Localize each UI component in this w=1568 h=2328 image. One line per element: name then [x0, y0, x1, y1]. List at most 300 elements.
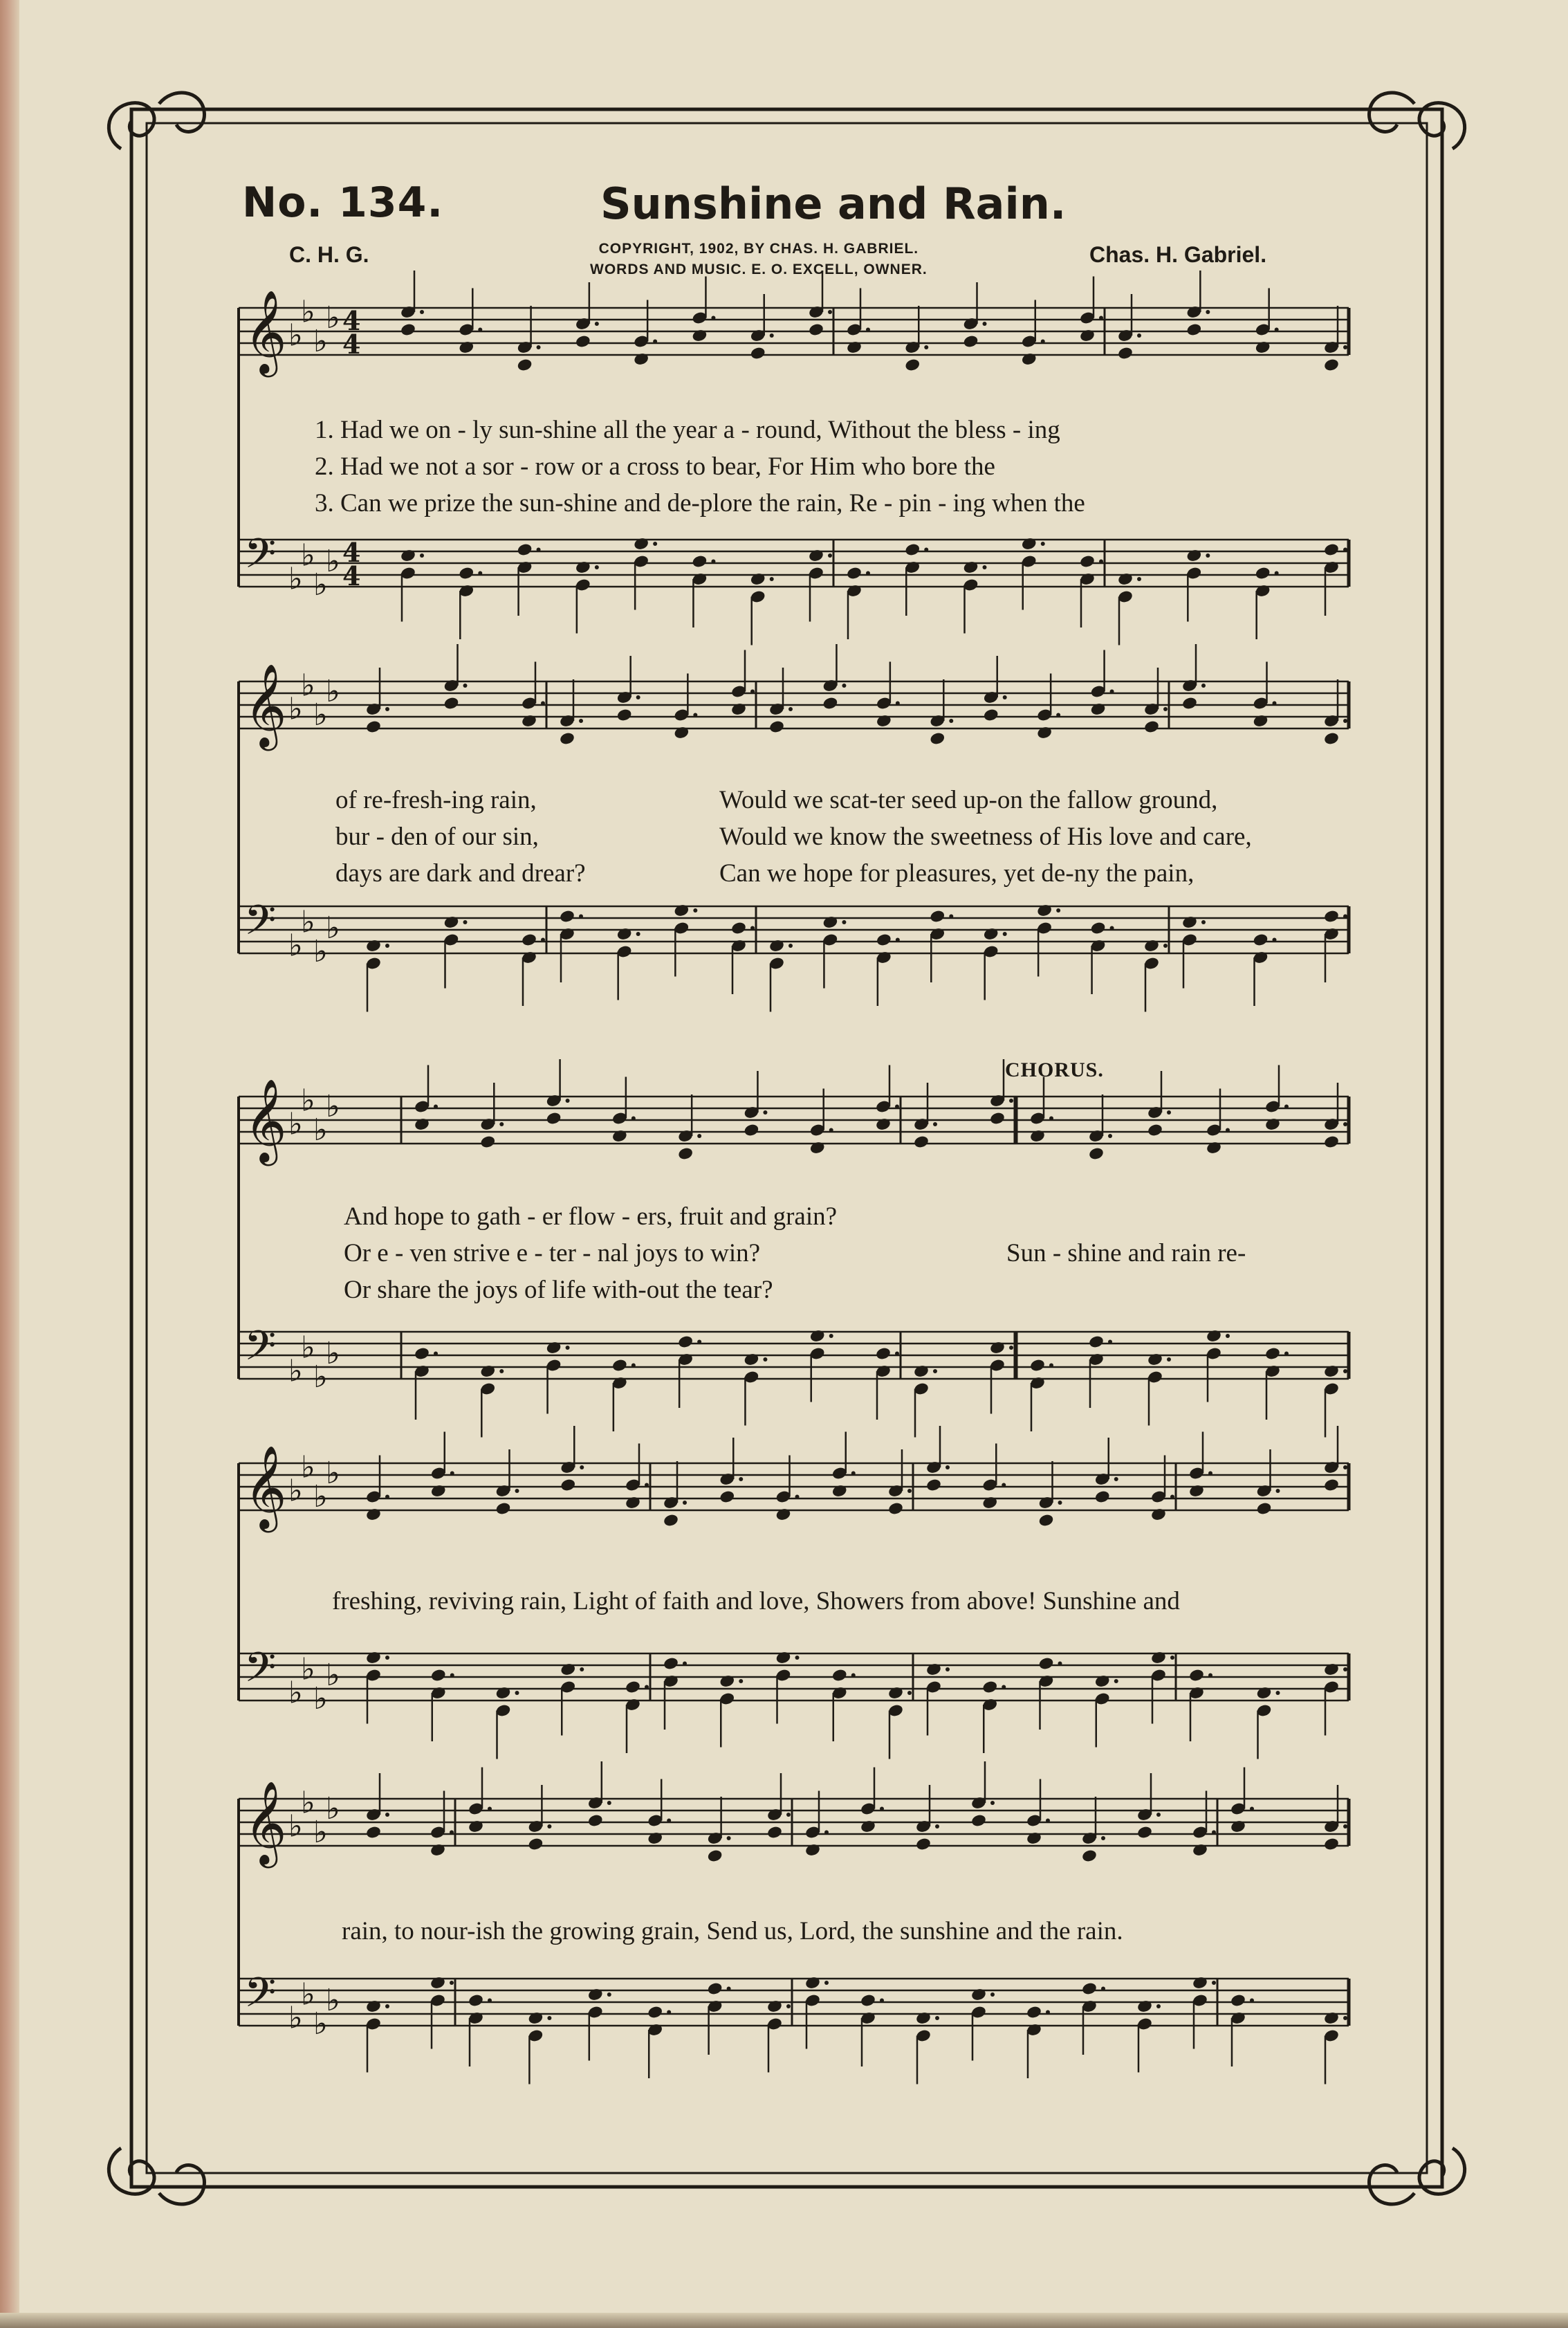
dot — [636, 695, 640, 699]
note-head — [730, 702, 747, 717]
flat-sign-icon: ♭ — [326, 300, 340, 336]
note-head — [1181, 696, 1198, 711]
dot — [478, 328, 482, 332]
note-head — [1147, 1123, 1163, 1137]
note-head — [663, 1656, 679, 1671]
dot — [935, 1824, 939, 1829]
note-head — [989, 1341, 1006, 1355]
dot — [788, 944, 793, 948]
dot — [949, 915, 953, 919]
dot — [990, 1801, 995, 1805]
dot — [1170, 1495, 1174, 1499]
dot — [949, 719, 953, 723]
flat-sign-icon: ♭ — [288, 561, 303, 597]
flat-sign-icon: ♭ — [326, 1089, 340, 1124]
dot — [385, 1656, 389, 1660]
dot — [636, 932, 640, 936]
flat-sign-icon: ♭ — [288, 1106, 303, 1142]
note-head — [1029, 1358, 1046, 1373]
dot — [1046, 2010, 1050, 2015]
flat-sign-icon: ♭ — [313, 324, 328, 359]
note-head — [719, 1674, 735, 1689]
flat-sign-icon: ♭ — [301, 668, 315, 704]
note-head — [775, 1507, 792, 1522]
dot — [1163, 707, 1168, 711]
dot — [829, 1334, 833, 1338]
dot — [420, 310, 424, 314]
note-head — [1323, 909, 1340, 924]
dot — [739, 1679, 743, 1683]
note-head — [875, 1117, 892, 1132]
dot — [541, 702, 545, 706]
flat-sign-icon: ♭ — [326, 1983, 340, 2018]
dot — [1201, 684, 1206, 688]
dot — [1009, 1346, 1013, 1350]
flat-sign-icon: ♭ — [301, 1651, 315, 1687]
dot — [739, 1477, 743, 1481]
dot — [1009, 1099, 1013, 1103]
note-head — [1255, 566, 1271, 580]
dot — [1276, 1691, 1280, 1695]
dot — [829, 1128, 833, 1133]
note-head — [527, 1837, 544, 1851]
time-signature-top: 4 — [342, 537, 361, 568]
note-head — [1323, 731, 1340, 746]
note-head — [860, 1820, 876, 1834]
verse1-line: 1. Had we on - ly sun-shine all the year a - round, Without the bless - ing — [315, 416, 1060, 444]
note-head — [616, 927, 633, 942]
dot — [824, 1981, 829, 1985]
dot — [1167, 1357, 1171, 1362]
dot — [478, 571, 482, 576]
dot — [645, 1483, 649, 1487]
dot — [795, 1656, 800, 1660]
composer-credit: Chas. H. Gabriel. — [1089, 242, 1267, 267]
note-head — [1150, 1507, 1167, 1522]
note-head — [560, 1478, 576, 1492]
note-head — [1117, 346, 1134, 360]
note-head — [1088, 1335, 1105, 1349]
note-head — [1323, 1478, 1340, 1492]
note-head — [929, 731, 946, 746]
note-head — [876, 714, 892, 728]
note-head — [1143, 720, 1160, 734]
dot — [434, 1105, 438, 1109]
dot — [946, 1667, 950, 1671]
note-head — [560, 1662, 576, 1677]
dot — [547, 1824, 551, 1829]
dot — [1226, 1334, 1230, 1338]
dot — [463, 920, 468, 924]
note-head — [981, 1496, 998, 1510]
time-signature-bottom: 4 — [342, 560, 361, 592]
dot — [1284, 1105, 1289, 1109]
dot — [1273, 702, 1277, 706]
note-head — [989, 1111, 1006, 1126]
dot — [1041, 340, 1045, 344]
note-head — [365, 939, 382, 953]
dot — [895, 1352, 899, 1356]
dot — [488, 1999, 492, 2003]
dot — [1046, 1819, 1050, 1823]
note-head — [983, 708, 999, 722]
note-head — [1088, 1146, 1105, 1161]
verse3-line: Or share the joys of life with-out the tear? — [344, 1276, 773, 1304]
dot — [1273, 938, 1277, 942]
dot — [580, 1667, 584, 1671]
dot — [935, 2016, 939, 2020]
note-head — [559, 909, 575, 924]
note-head — [611, 1358, 628, 1373]
dot — [450, 1674, 454, 1678]
dot — [1343, 1122, 1347, 1126]
note-head — [766, 1825, 783, 1840]
note-head — [521, 933, 537, 947]
dot — [1343, 915, 1347, 919]
bass-clef-icon: 𝄢 — [244, 896, 277, 954]
dot — [1212, 1981, 1216, 1985]
system5-lyrics: rain, to nour-ish the growing grain, Send us, Lord, the sunshine and the rain. — [342, 1917, 1123, 1945]
dot — [515, 1691, 519, 1695]
dot — [924, 345, 928, 349]
dot — [580, 1465, 584, 1469]
flat-sign-icon: ♭ — [288, 2000, 303, 2036]
flat-sign-icon: ♭ — [326, 1791, 340, 1826]
note-head — [559, 731, 575, 746]
note-head — [929, 909, 946, 924]
dot — [770, 333, 774, 338]
dot — [1275, 328, 1279, 332]
note-head — [876, 933, 892, 947]
dot — [750, 926, 755, 931]
treble-clef-icon: 𝄞 — [244, 1078, 287, 1162]
note-head — [400, 322, 416, 337]
note-head — [970, 1988, 987, 2002]
note-head — [1192, 1976, 1208, 1990]
note-head — [925, 1478, 942, 1492]
note-head — [970, 1813, 987, 1828]
dot — [896, 702, 900, 706]
dot — [607, 1992, 611, 1997]
verse1-line: Would we scat-ter seed up-on the fallow ground, — [719, 786, 1218, 814]
note-head — [1136, 1999, 1153, 2014]
dot — [1343, 719, 1347, 723]
note-head — [1206, 1329, 1222, 1344]
note-head — [1143, 939, 1160, 953]
dot — [1108, 1134, 1112, 1138]
note-head — [1150, 1651, 1167, 1665]
note-head — [1021, 537, 1037, 551]
dot — [1343, 1824, 1347, 1829]
dot — [499, 1122, 504, 1126]
note-head — [913, 1135, 930, 1149]
dot — [1049, 1364, 1053, 1368]
note-head — [1136, 1825, 1153, 1840]
dot — [851, 1472, 856, 1476]
note-head — [521, 714, 537, 728]
dot — [1250, 1807, 1254, 1811]
note-head — [430, 1843, 446, 1858]
dot — [1208, 1472, 1212, 1476]
dot — [763, 1357, 767, 1362]
note-head — [915, 2011, 932, 2026]
flat-sign-icon: ♭ — [326, 544, 340, 579]
note-head — [963, 334, 979, 349]
dot — [990, 1992, 995, 1997]
note-head — [1323, 1662, 1340, 1677]
dot — [1226, 1128, 1230, 1133]
note-head — [495, 1686, 512, 1701]
dot — [488, 1807, 492, 1811]
note-head — [625, 1496, 641, 1510]
note-head — [1253, 714, 1269, 728]
dot — [1167, 1110, 1171, 1115]
note-head — [1323, 542, 1340, 557]
note-head — [430, 1668, 447, 1683]
note-head — [1255, 340, 1271, 355]
note-head — [1038, 1656, 1055, 1671]
chorus-label: CHORUS. — [1005, 1058, 1104, 1081]
lyricist-initials: C. H. G. — [289, 242, 369, 267]
dot — [1201, 920, 1206, 924]
note-head — [1026, 1831, 1042, 1846]
treble-clef-icon: 𝄞 — [244, 1780, 287, 1864]
dot — [579, 719, 583, 723]
dot — [385, 944, 389, 948]
flat-sign-icon: ♭ — [288, 1353, 303, 1389]
dot — [1156, 1813, 1161, 1817]
dot — [1137, 577, 1141, 581]
flat-sign-icon: ♭ — [313, 2006, 328, 2042]
dot — [1049, 1117, 1053, 1121]
note-head — [479, 1135, 496, 1149]
note-head — [846, 566, 863, 580]
flat-sign-icon: ♭ — [313, 697, 328, 733]
dot — [1170, 1656, 1174, 1660]
note-head — [750, 346, 766, 360]
bass-clef-icon: 𝄢 — [244, 1321, 277, 1380]
dot — [1343, 1369, 1347, 1373]
dot — [1099, 560, 1103, 564]
dot — [727, 1987, 731, 1991]
note-head — [546, 1341, 562, 1355]
note-head — [527, 2011, 544, 2026]
dot — [1101, 1836, 1105, 1840]
note-head — [1081, 1981, 1098, 1996]
dot — [895, 1105, 899, 1109]
note-head — [430, 1976, 446, 1990]
note-head — [633, 352, 649, 367]
verse2-line: 2. Had we not a sor - row or a cross to bear, For Him who bore the — [315, 452, 995, 481]
note-head — [1230, 1993, 1246, 2008]
dot — [1002, 1685, 1006, 1689]
verse2-line: bur - den of our sin, — [335, 823, 539, 851]
dot — [880, 1807, 884, 1811]
flat-sign-icon: ♭ — [288, 1808, 303, 1844]
note-head — [1192, 1843, 1208, 1858]
dot — [385, 1813, 389, 1817]
flat-sign-icon: ♭ — [313, 1681, 328, 1716]
note-head — [904, 358, 921, 372]
note-head — [1026, 2005, 1042, 2019]
hymn-title: Sunshine and Rain. — [600, 178, 1067, 229]
flat-sign-icon: ♭ — [326, 910, 340, 946]
dot — [1056, 908, 1060, 913]
flat-sign-icon: ♭ — [301, 1449, 315, 1485]
dot — [711, 560, 715, 564]
dot — [653, 340, 657, 344]
dot — [1275, 571, 1279, 576]
dot — [933, 1369, 937, 1373]
dot — [697, 1340, 701, 1344]
verse1-line: And hope to gath - er flow - ers, fruit and grain? — [344, 1202, 838, 1231]
note-head — [1264, 1117, 1281, 1132]
note-head — [809, 1141, 826, 1155]
note-head — [1090, 702, 1107, 717]
flat-sign-icon: ♭ — [313, 1479, 328, 1514]
flat-sign-icon: ♭ — [301, 1083, 315, 1119]
note-head — [517, 358, 533, 372]
dot — [1110, 926, 1114, 931]
note-head — [1264, 1346, 1281, 1361]
note-head — [875, 1346, 892, 1361]
dot — [828, 310, 832, 314]
dot — [631, 1364, 636, 1368]
note-head — [750, 572, 766, 587]
dot — [595, 565, 599, 569]
note-head — [587, 1988, 604, 2002]
dot — [983, 565, 987, 569]
dot — [1108, 1340, 1112, 1344]
flat-sign-icon: ♭ — [288, 928, 303, 964]
treble-clef-icon: 𝄞 — [244, 289, 287, 374]
flat-sign-icon: ♭ — [326, 1658, 340, 1693]
chorus-lyrics-start: Sun - shine and rain re- — [1006, 1239, 1246, 1267]
dot — [1041, 542, 1045, 546]
dot — [515, 1489, 519, 1493]
note-head — [1094, 1490, 1111, 1504]
dot — [1114, 1679, 1118, 1683]
dot — [1002, 1483, 1006, 1487]
dot — [1343, 1667, 1347, 1671]
dot — [683, 1501, 687, 1505]
flat-sign-icon: ♭ — [313, 1815, 328, 1850]
flat-sign-icon: ♭ — [301, 1330, 315, 1366]
verse2-line: Would we know the sweetness of His love and care, — [719, 823, 1252, 851]
dot — [631, 1117, 636, 1121]
note-head — [768, 939, 785, 953]
copyright-line-1: COPYRIGHT, 1902, BY CHAS. H. GABRIEL. — [598, 241, 919, 257]
note-head — [1029, 1129, 1046, 1144]
note-head — [517, 542, 533, 557]
flat-sign-icon: ♭ — [313, 934, 328, 969]
dot — [1250, 1999, 1254, 2003]
dot — [828, 553, 832, 558]
note-head — [913, 1364, 930, 1379]
note-head — [677, 1146, 694, 1161]
note-head — [1036, 904, 1053, 918]
system2-lyrics-right — [719, 782, 1252, 892]
note-head — [808, 322, 824, 337]
flat-sign-icon: ♭ — [301, 294, 315, 330]
dot — [763, 1110, 767, 1115]
dot — [770, 577, 774, 581]
dot — [1343, 345, 1347, 349]
dot — [499, 1369, 504, 1373]
note-head — [546, 1111, 562, 1126]
dot — [537, 548, 541, 552]
note-head — [768, 720, 785, 734]
dot — [541, 938, 545, 942]
note-head — [1256, 1686, 1273, 1701]
note-head — [365, 1507, 382, 1522]
note-head — [1186, 322, 1202, 337]
dot — [1208, 1674, 1212, 1678]
note-head — [822, 696, 838, 711]
dot — [750, 690, 755, 694]
dot — [1110, 690, 1114, 694]
dot — [385, 2004, 389, 2008]
dot — [653, 542, 657, 546]
flat-sign-icon: ♭ — [326, 1456, 340, 1491]
verse2-line: Or e - ven strive e - ter - nal joys to win? — [344, 1239, 761, 1267]
flat-sign-icon: ♭ — [288, 1473, 303, 1509]
note-head — [766, 1999, 783, 2014]
note-head — [1021, 352, 1037, 367]
dot — [697, 1134, 701, 1138]
dot — [786, 2004, 791, 2008]
bass-clef-icon: 𝄢 — [244, 1643, 277, 1701]
note-head — [1188, 1484, 1205, 1498]
dot — [693, 908, 697, 913]
note-head — [730, 921, 747, 935]
dot — [1101, 1987, 1105, 1991]
dot — [924, 548, 928, 552]
dot — [907, 1489, 912, 1493]
flat-sign-icon: ♭ — [288, 318, 303, 354]
dot — [1206, 553, 1210, 558]
note-head — [443, 696, 460, 711]
note-head — [1323, 2011, 1340, 2026]
dot — [842, 684, 846, 688]
note-head — [647, 1831, 663, 1846]
dot — [385, 707, 389, 711]
dot — [1276, 1489, 1280, 1493]
verse3-line: days are dark and drear? — [335, 859, 586, 888]
dot — [595, 322, 599, 326]
flat-sign-icon: ♭ — [301, 538, 315, 574]
dot — [1114, 1477, 1118, 1481]
note-head — [691, 329, 708, 343]
dot — [667, 2010, 671, 2015]
dot — [851, 1674, 856, 1678]
note-head — [1206, 1141, 1222, 1155]
note-head — [1230, 1820, 1246, 1834]
flat-sign-icon: ♭ — [301, 1785, 315, 1821]
dot — [946, 1465, 950, 1469]
bass-clef-icon: 𝄢 — [244, 1968, 277, 2026]
note-head — [887, 1501, 904, 1516]
note-head — [831, 1668, 848, 1683]
dot — [933, 1122, 937, 1126]
system1-lyrics — [315, 412, 1085, 522]
note-head — [822, 915, 838, 930]
note-head — [365, 1651, 382, 1665]
note-head — [804, 1843, 821, 1858]
dot — [645, 1685, 649, 1689]
dot — [693, 713, 697, 717]
note-head — [414, 1346, 430, 1361]
